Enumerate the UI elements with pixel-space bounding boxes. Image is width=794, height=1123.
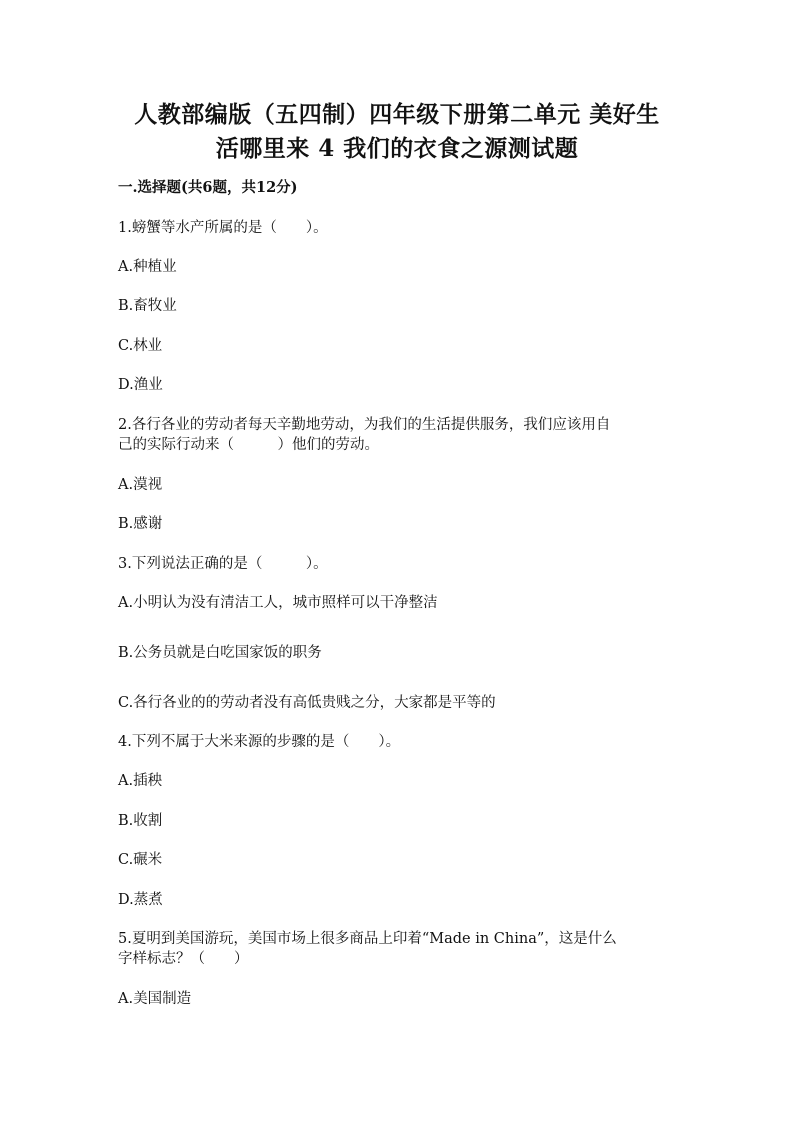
question-3-stem: 3.下列说法正确的是（ ）。 xyxy=(118,556,328,572)
question-4-stem: 4.下列不属于大米来源的步骤的是（ ）。 xyxy=(118,734,401,750)
question-1-option-c: C.林业 xyxy=(118,338,163,354)
question-2-option-a: A.漠视 xyxy=(118,477,163,493)
question-5-stem-line-2: 字样标志？（ ） xyxy=(118,951,249,967)
question-2-stem-line-2: 己的实际行动来（ ）他们的劳动。 xyxy=(118,437,379,453)
question-4-option-c: C.碾米 xyxy=(118,852,163,868)
question-3-option-c: C.各行各业的的劳动者没有高低贵贱之分，大家都是平等的 xyxy=(118,695,496,711)
question-1-option-a: A.种植业 xyxy=(118,259,177,275)
section-heading: 一.选择题(共6题，共12分) xyxy=(118,179,298,196)
question-5-option-a: A.美国制造 xyxy=(118,991,192,1007)
question-3-option-a: A.小明认为没有清洁工人，城市照样可以干净整洁 xyxy=(118,595,438,611)
question-2-stem-line-1: 2.各行各业的劳动者每天辛勤地劳动，为我们的生活提供服务，我们应该用自 xyxy=(118,417,611,433)
document-title-line-2: 活哪里来 4 我们的衣食之源测试题 xyxy=(215,135,579,162)
question-4-option-d: D.蒸煮 xyxy=(118,892,163,908)
question-4-option-b: B.收割 xyxy=(118,813,163,829)
question-3-option-b: B.公务员就是白吃国家饭的职务 xyxy=(118,645,322,661)
question-1-stem: 1.螃蟹等水产所属的是（ ）。 xyxy=(118,220,328,236)
question-4-option-a: A.插秧 xyxy=(118,773,163,789)
document-title-line-1: 人教部编版（五四制）四年级下册第二单元 美好生 xyxy=(134,101,660,128)
question-5-stem-line-1: 5.夏明到美国游玩，美国市场上很多商品上印着“Made in China”，这是什么 xyxy=(118,931,617,947)
question-1-option-b: B.畜牧业 xyxy=(118,298,177,314)
question-2-option-b: B.感谢 xyxy=(118,516,163,532)
question-1-option-d: D.渔业 xyxy=(118,377,163,393)
